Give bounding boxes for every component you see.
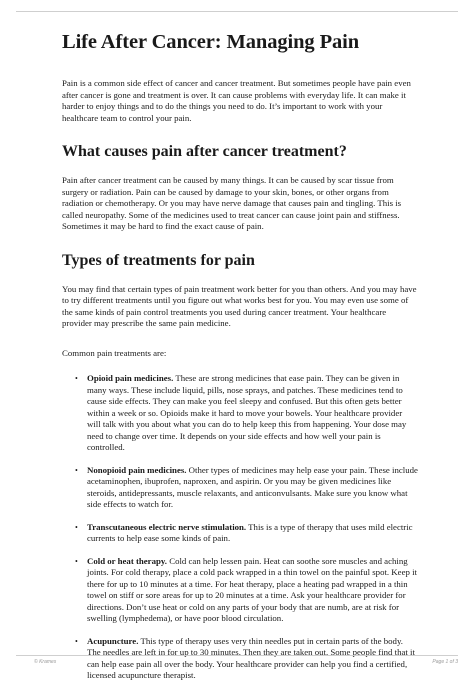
intro-paragraph: Pain is a common side effect of cancer and cancer treatment. But sometimes people have pain even after cancer is gone and treatment is over. It can cause problems with everyday life. It can make it harder to enjoy things and to do the things you need to do. It’s important to work with your healthcare team to control your pain. xyxy=(62,78,411,123)
treatments-list xyxy=(62,373,418,682)
list-item-term: Transcutaneous electric nerve stimulation. xyxy=(87,521,247,532)
list-item-term: Opioid pain medicines. xyxy=(87,373,174,383)
list-item-term: Cold or heat therapy. xyxy=(87,555,167,566)
page-footer xyxy=(16,655,458,665)
document-content xyxy=(62,30,418,693)
list-item xyxy=(62,556,418,625)
list-item xyxy=(62,373,418,454)
footer-copyright: © Krames xyxy=(34,659,57,665)
treatments-paragraph: You may find that certain types of pain treatment work better for you than others. And you may have to try different treatments until you figure out what works best for you. You may even use some of the same kinds of pain control treatments you used during cancer treatment. Your healthcare provider may prescribe the same pain medicine. xyxy=(62,283,417,328)
list-item xyxy=(62,522,418,545)
bullet-icon: • xyxy=(75,556,78,566)
page-title: Life After Cancer: Managing Pain xyxy=(62,31,360,53)
list-intro: Common pain treatments are: xyxy=(62,347,167,358)
bullet-icon: • xyxy=(75,374,78,383)
list-item-term: Acupuncture. xyxy=(87,635,139,646)
bullet-icon: • xyxy=(75,465,78,475)
list-item-text: This is a type of therapy that uses mild electric currents to help ease some kinds of pain. xyxy=(87,521,413,543)
section-heading-causes: What causes pain after cancer treatment? xyxy=(62,143,347,160)
top-divider xyxy=(16,11,458,12)
list-item-term: Nonopioid pain medicines. xyxy=(87,464,187,475)
list-item xyxy=(62,465,418,511)
footer-page-number: Page 1 of 3 xyxy=(432,659,458,665)
bullet-icon: • xyxy=(75,522,78,532)
bullet-icon: • xyxy=(75,636,78,646)
section-heading-treatments: Types of treatments for pain xyxy=(62,251,255,269)
list-item-text: This type of therapy uses very thin needles put in certain parts of the body. The needles are left in for up to 30 minutes. Then they are taken out. Some people find that it can help ease pain all over the body. Your healthcare provider can help you find a certified, licensed acupuncture therapist. xyxy=(87,635,415,680)
list-item-text: These are strong medicines that ease pain. They can be given in many ways. These include liquid, pills, nose sprays, and patches. These medicines tend to cause side effects. They can make you feel sleepy and confused. But this often gets better within a week or so. Opioids make it hard to move your bowels. Your healthcare provider will talk with you about what you can do to help keep this from happening. Your dose may need to change over time. It depends on your side effects and how well your pain is controlled. xyxy=(87,373,407,452)
causes-paragraph: Pain after cancer treatment can be caused by many things. It can be caused by scar tissue from surgery or radiation. Pain can be caused by damage to your skin, bones, or other organs from radiation or chemotherapy. Or you may have nerve damage that causes pain and tingling. This is called neuropathy. Some of the medicines used to treat cancer can cause joint pain and stiffness. Sometimes it may be hard to find the exact cause of pain. xyxy=(62,175,402,231)
list-item-text: Cold can help lessen pain. Heat can soothe sore muscles and aching joints. For cold therapy, place a cold pack wrapped in a thin towel on the painful spot. Keep it there for up to 10 minutes at a time. For heat therapy, place a heating pad wrapped in a thin towel on stiff or sore areas for up to 20 minutes at a time. Ask your healthcare provider for directions. Don’t use heat or cold on any parts of your body that are numb, are at risk for swelling (lymphedema), or have poor blood circulation. xyxy=(87,555,417,623)
list-item-text: Other types of medicines may help ease your pain. These include acetaminophen, ibuprofen, naproxen, and aspirin. Or you may be given medicines like steroids, antidepressants, muscle relaxants, and anticonvulsants. Make sure you know what side effects to watch for. xyxy=(87,464,418,509)
